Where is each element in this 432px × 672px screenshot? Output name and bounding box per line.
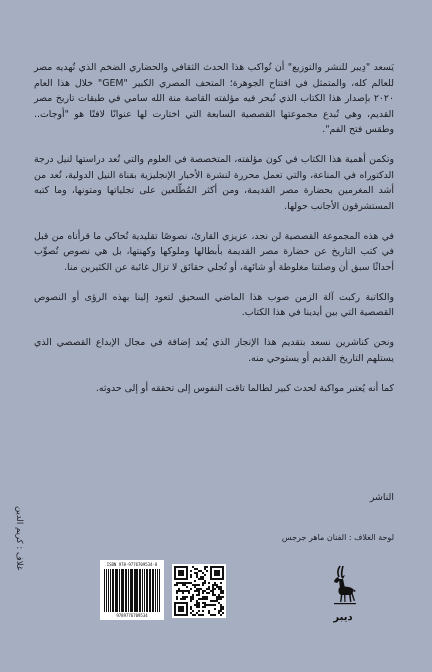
barcode-bar: [131, 569, 132, 612]
qr-code-image: [174, 566, 224, 616]
barcode-bar: [112, 569, 114, 612]
barcode-bar: [135, 569, 137, 612]
barcode-bar: [134, 569, 135, 612]
publisher-logo-text: ديبر: [333, 612, 353, 623]
cover-art-credit: لوحة الغلاف : الفنان ماهر جرجس: [281, 533, 394, 542]
barcode-bar: [122, 569, 123, 612]
isbn-barcode: [100, 560, 164, 620]
isbn-number: 9789776709534: [116, 613, 148, 618]
barcode-bar: [159, 569, 160, 612]
barcode-bar: [106, 569, 107, 612]
barcode-bar: [149, 569, 150, 612]
isbn-label: ISBN 978-9776709534-8: [106, 562, 158, 567]
blurb-paragraph-4: والكاتبة ركبت آلة الزمن صوب هذا الماضي السحيق لتعود إلينا بهذه الرؤى أو النصوص القصصية التي بين أيدينا في هذا الكتاب.: [34, 291, 394, 318]
cover-designer-credit: غلاف : كريم الدين: [14, 506, 24, 571]
barcode-bars: [104, 569, 160, 612]
barcode-bar: [119, 569, 120, 612]
barcode-bar: [157, 569, 158, 612]
gazelle-icon: [326, 564, 360, 612]
barcode-bar: [130, 569, 131, 612]
barcode-bar: [155, 569, 156, 612]
barcode-bar: [144, 569, 145, 612]
barcode-bar: [150, 569, 151, 612]
barcode-bar: [139, 569, 140, 612]
barcode-bar: [115, 569, 116, 612]
blurb-paragraph-3: في هذه المجموعة القصصية لن نجد، عزيزي القارئ، نصوصًا تقليدية تُحاكي ما قرأناه من قبل في كتب التاريخ عن حضارة مصر القديمة بأبطالها وملوكها وكهنتها، بل هي نصوص تُصوِّب أحداثًا سبق أن وصلتنا مغلوطة أو شائهة، أو تُجلي حقائق لا تزال غائبة عن الكثيرين منا.: [34, 230, 394, 273]
barcode-bar: [116, 569, 117, 612]
blurb-paragraph-5: ونحن كناشرين نسعد بتقديم هذا الإنجاز الذي يُعد إضافة في مجال الإبداع القصصي الذي يستلهم التاريخ القديم أو يستوحي منه.: [34, 337, 394, 364]
blurb-paragraph-1: يَسعد "دِيبر للنشر والتوزيع" أن تُواكب هذا الحدث الثقافي والحضاري الضخم الذي تُهديه مصر للعالم كله، والمتمثل في افتتاح الجوهرة؛ المتحف المصري الكبير "GEM" خلال هذا العام ٢٠٢٠ بإصدار هذا الكتاب الذي تُبحر فيه مؤلفته القاصة منة الله سامي في طبقات تاريخ مصر القديم، وهي تُبدع مجموعتها القصصية السابعة التي اختارت لها عنوانًا لافتًا هو "أوجات.. وطقس فتح الفم".: [34, 62, 394, 135]
publisher-logo: [322, 564, 364, 628]
barcode-bar: [152, 569, 154, 612]
barcode-bar: [110, 569, 111, 612]
blurb-text: [34, 60, 394, 411]
barcode-bar: [108, 569, 109, 612]
barcode-bar: [142, 569, 143, 612]
barcode-bar: [125, 569, 127, 612]
barcode-bar: [104, 569, 105, 612]
top-edge: [0, 0, 432, 8]
blurb-paragraph-2: وتكمن أهمية هذا الكتاب في كون مؤلفته، المتخصصة في العلوم والتي تُعد دراستها لنيل درجة الدكتوراه في المناعة، والتي تعمل محررة لنشرة الأخبار الإنجليزية بقناة النيل الدولية، تُعد من أشد المغرمين بحضارة مصر القديمة، ومن أكثر المُطّلعين على تجلياتها ومتونها، وما كتبه المستشرقون الأجانب حولها.: [34, 154, 394, 212]
barcode-bar: [140, 569, 141, 612]
barcode-bar: [146, 569, 147, 612]
barcode-bar: [128, 569, 129, 612]
barcode-bar: [121, 569, 122, 612]
publisher-signature: الناشر: [369, 492, 394, 503]
qr-code: [172, 564, 226, 618]
blurb-paragraph-6: كما أنه يُعتبر مواكبة لحدث كبير لطالما تاقت النفوس إلى تحققه أو إلى حدوثه.: [95, 382, 394, 394]
